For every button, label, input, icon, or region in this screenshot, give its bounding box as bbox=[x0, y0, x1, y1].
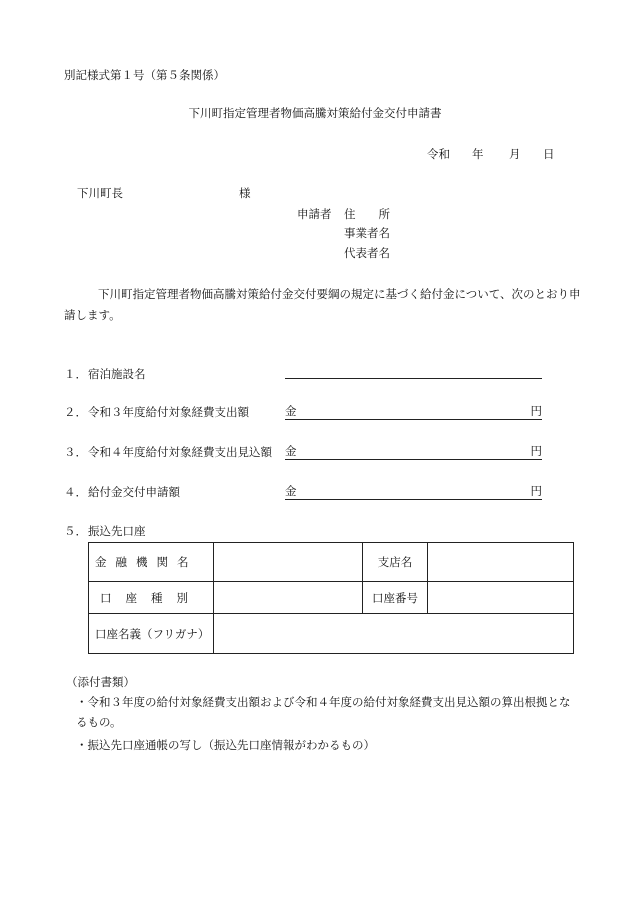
account-type-value[interactable] bbox=[214, 582, 363, 614]
account-holder-label: 口座名義（フリガナ） bbox=[95, 626, 210, 641]
item4-prefix: 金 bbox=[285, 484, 297, 498]
attachments-heading: （添付書類） bbox=[66, 675, 135, 689]
item4-label: 給付金交付申請額 bbox=[88, 485, 180, 499]
item2-label: 令和３年度給付対象経費支出額 bbox=[88, 405, 249, 419]
applicant-representative-label: 代表者名 bbox=[344, 246, 390, 260]
account-number-label-cell bbox=[363, 582, 428, 614]
item3-unit: 円 bbox=[530, 444, 542, 458]
item3-prefix: 金 bbox=[285, 444, 297, 458]
date-month-label: 月 bbox=[509, 147, 521, 161]
item2-unit: 円 bbox=[530, 404, 542, 418]
date-era: 令和 bbox=[427, 147, 450, 161]
item2-number: ２． bbox=[64, 405, 87, 419]
addressee-name: 下川町長 bbox=[77, 186, 123, 200]
applicant-address-label: 住 所 bbox=[344, 207, 390, 221]
form-number: 別記様式第１号（第５条関係） bbox=[64, 68, 225, 82]
document-title: 下川町指定管理者物価高騰対策給付金交付申請書 bbox=[188, 106, 442, 120]
branch-value[interactable] bbox=[428, 543, 574, 582]
item2-amount-line bbox=[285, 403, 542, 420]
item5-number: ５． bbox=[64, 524, 87, 538]
branch-label-cell bbox=[363, 543, 428, 582]
account-number-value[interactable] bbox=[428, 582, 574, 614]
date-day-label: 日 bbox=[543, 147, 555, 161]
item5-label: 振込先口座 bbox=[88, 524, 146, 538]
bank-name-label: 金融機関名 bbox=[95, 555, 198, 569]
item3-label: 令和４年度給付対象経費支出見込額 bbox=[88, 445, 272, 459]
date-year-label: 年 bbox=[472, 147, 484, 161]
account-number-label: 口座番号 bbox=[372, 590, 418, 605]
item3-amount-line bbox=[285, 443, 542, 460]
item4-number: ４． bbox=[64, 485, 87, 499]
account-type-label: 口座種別 bbox=[100, 590, 202, 605]
item2-prefix: 金 bbox=[285, 404, 297, 418]
attachment-item-1: ・令和３年度の給付対象経費支出額および令和４年度の給付対象経費支出見込額の算出根拠となるもの。 bbox=[76, 695, 571, 729]
bank-name-label-cell bbox=[89, 543, 214, 582]
facility-name-line bbox=[285, 378, 542, 379]
item4-amount-line bbox=[285, 483, 542, 500]
applicant-business-label: 事業者名 bbox=[344, 226, 390, 240]
bank-account-table bbox=[88, 542, 574, 654]
bank-name-value[interactable] bbox=[214, 543, 363, 582]
item1-label: 宿泊施設名 bbox=[88, 367, 146, 381]
item3-number: ３． bbox=[64, 445, 87, 459]
item4-unit: 円 bbox=[530, 484, 542, 498]
branch-label: 支店名 bbox=[377, 555, 413, 569]
application-statement: 下川町指定管理者物価高騰対策給付金交付要綱の規定に基づく給付金について、次のとおり申請します。 bbox=[64, 287, 581, 322]
account-type-label-cell bbox=[89, 582, 214, 614]
addressee-honorific: 様 bbox=[239, 186, 251, 200]
account-holder-value[interactable] bbox=[214, 614, 574, 654]
item1-number: １． bbox=[64, 367, 87, 381]
attachment-item-2: ・振込先口座通帳の写し（振込先口座情報がわかるもの） bbox=[76, 738, 375, 752]
applicant-label: 申請者 bbox=[297, 207, 332, 221]
account-holder-label-cell bbox=[89, 614, 214, 654]
